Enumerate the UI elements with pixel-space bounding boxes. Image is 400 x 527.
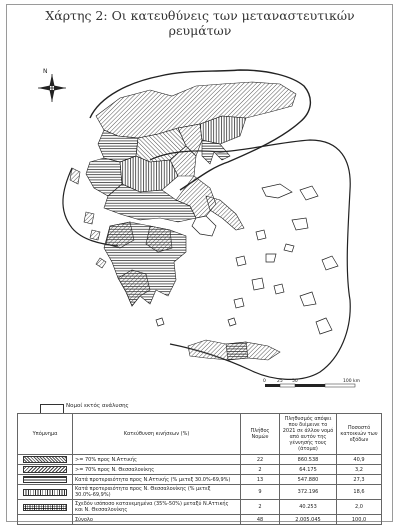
legend-row-share: 27,3 [337, 475, 382, 485]
swatch-thessaloniki-70 [23, 466, 67, 473]
swatch-attica-70 [23, 456, 67, 463]
legend-row-migrants: 547.880 [280, 475, 337, 485]
legend-row-migrants: 372.196 [280, 485, 337, 500]
legend-row-count: 22 [241, 455, 280, 465]
swatch-attica-priority [23, 476, 67, 483]
legend-header-row [18, 414, 382, 455]
header-symbol: Υπόμνημα [18, 414, 73, 455]
legend-row-direction: Σχεδόν ισόποσο κατανεμημένα (35%-50%) μεταξύ Ν.Αττικής και Ν. Θεσσαλονίκης [73, 500, 241, 515]
crete [188, 340, 280, 360]
legend-total-share: 100,0 [337, 515, 382, 525]
scale-bar [263, 378, 360, 387]
legend-total-migrants: 2.005.045 [280, 515, 337, 525]
scale-label-100: 100 km [343, 379, 361, 384]
legend-row [18, 500, 382, 515]
legend-total-row [18, 515, 382, 525]
legend-row-count: 9 [241, 485, 280, 500]
legend-row-count: 2 [241, 500, 280, 515]
legend-row-direction: >= 70% προς Ν.Αττικής [73, 455, 241, 465]
legend-row [18, 465, 382, 475]
legend-row-direction: Κατά προτεραιότητα προς Ν.Αττικής (% μετεξ 30.0%-69,9%) [73, 475, 241, 485]
legend-table [17, 413, 382, 525]
legend-total-label: Σύνολο [73, 515, 241, 525]
swatch-balanced [23, 504, 67, 511]
map-title-line2: ρευμάτων [168, 23, 232, 38]
scale-label-25: 25 [277, 379, 283, 384]
header-count: Πλήθος Νομών [241, 414, 280, 455]
legend-row-share: 40,9 [337, 455, 382, 465]
legend-row-direction: >= 70% προς Ν. Θεσσαλονίκης [73, 465, 241, 475]
legend-row-direction: Κατά προτεραιότητα προς Ν. Θεσσαλονίκης (% μετεξ 30.0%-69,9%) [73, 485, 241, 500]
header-migrants: Πληθυσμός απόψει που διέμεινε το 2021 σε άλλον νομό από αυτόν της γέννησής τους (άτομα) [280, 414, 337, 455]
legend-row-migrants: 40.253 [280, 500, 337, 515]
outside-analysis-label: Νομοί εκτός ανάλυσης [66, 403, 129, 409]
legend-row [18, 455, 382, 465]
legend-row [18, 485, 382, 500]
legend-row-count: 13 [241, 475, 280, 485]
map-title-line1: Χάρτης 2: Οι κατευθύνεις των μεταναστευτικών [45, 8, 355, 23]
legend-row-share: 2,0 [337, 500, 382, 515]
scale-label-50: 50 [292, 379, 298, 384]
north-label: N [43, 68, 48, 75]
swatch-thessaloniki-priority [23, 489, 67, 496]
legend-total-count: 48 [241, 515, 280, 525]
north-arrow-icon [38, 74, 66, 102]
legend-row-share: 3,2 [337, 465, 382, 475]
header-direction: Κατεύθυνση κινήσεων (%) [73, 414, 241, 455]
legend-row-migrants: 860.538 [280, 455, 337, 465]
header-share: Ποσοστό κατοικιών των εξόδων [337, 414, 382, 455]
legend-row [18, 475, 382, 485]
legend-row-count: 2 [241, 465, 280, 475]
legend-row-migrants: 64.175 [280, 465, 337, 475]
scale-label-0: 0 [263, 379, 266, 384]
mainland-regions [86, 82, 296, 306]
legend-row-share: 18,6 [337, 485, 382, 500]
